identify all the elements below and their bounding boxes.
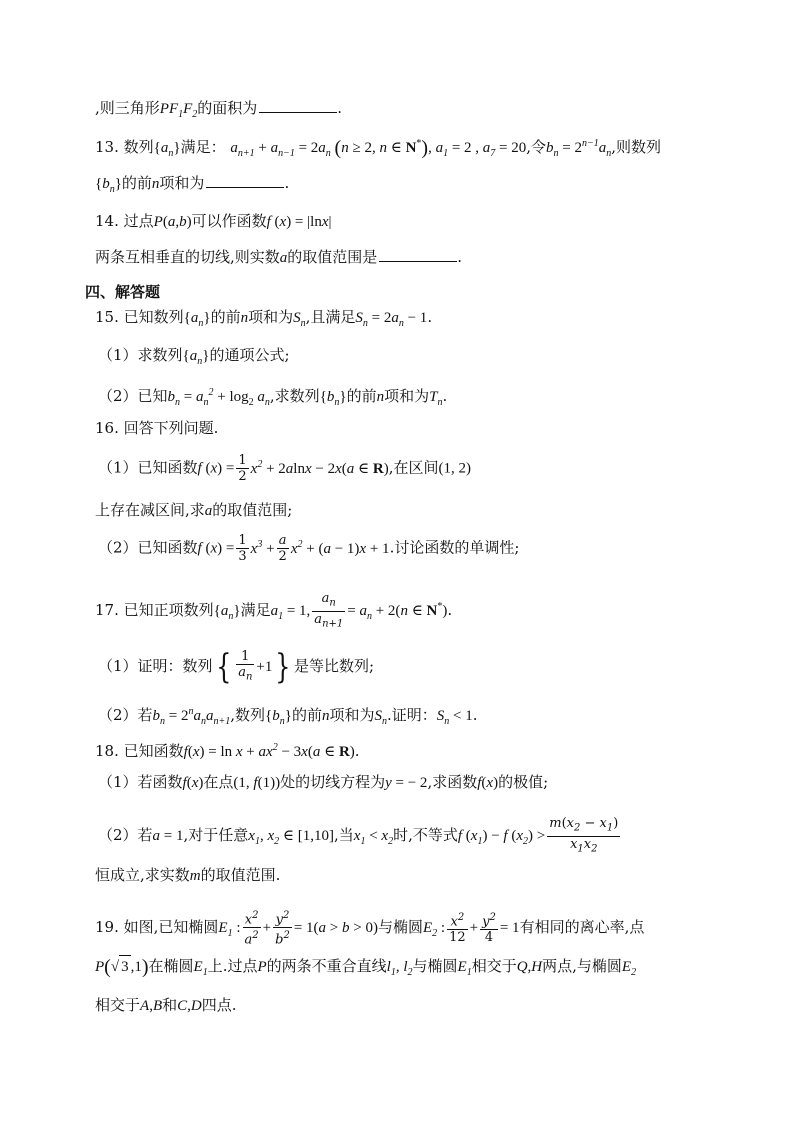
q16-part2: （2）已知函数f (x) = $\frac{1}{3}$ $x^3$ + $\frac{a}{2}$ $x^2 + (a - 1)x + 1$.讨论函数的单调性; (98, 533, 520, 564)
q12-tail: ,则三角形$PF_1F_2$的面积为 . (95, 99, 343, 120)
q15-part2: （2）已知$b_n = a_n^2 + \log_2 a_n$,求数列$\{b_n\}$的前n项和为$T_n$. (98, 387, 448, 408)
q18-line1: 18. 已知函数$f(x) = \ln x + ax^2 - 3x(a$ ∈ R). (95, 742, 360, 760)
q14-line2: 两条互相垂直的切线,则实数a的取值范围是 . (95, 248, 463, 266)
q13-line1: 13. 数列$\{a_n\}$满足： $a_{n+1} + a_{n-1} = 2a_n$ (n ≥ 2, n ∈ N*), $a_1 = 2$ , $a_7 = 20$,令$b_n = 2^{n-1}a_n$,则数列 (95, 137, 662, 159)
q14-line1: 14. 过点P(a,b)可以作函数f (x) = |lnx| (95, 212, 332, 230)
answer-blank[interactable] (259, 98, 337, 113)
q15-line1: 15. 已知数列$\{a_n\}$的前n项和为$S_n$,且满足$S_n = 2a_n - 1$. (95, 308, 433, 329)
q17-part1: （1）证明：数列{ $\frac{1}{a_n}$ +1} 是等比数列; (98, 646, 375, 687)
section-heading: 四、解答题 (85, 283, 161, 301)
q17-part2: （2）若$b_n = 2^na_na_{n+1}$,数列$\{b_n\}$的前n项和为$S_n$.证明：$S_n < 1$. (98, 706, 478, 727)
q15-part1: （1）求数列$\{a_n\}$的通项公式; (98, 346, 290, 367)
q18-part2: （2）若a = 1,对于任意$x_1$, $x_2$ ∈ [1,10],当$x_1 < x_2$时,不等式f $(x_1) - f$ $(x_2)$ > $\frac{m(x_2 - x_1)}{x_1x_2}$ (98, 816, 619, 855)
q17-line1: 17. 已知正项数列$\{a_n\}$满足$a_1 = 1$, $\frac{a_n}{a_{n+1}}$ = $a_n + 2(n$ ∈ N*). (95, 591, 453, 630)
q16-line1: 16. 回答下列问题. (95, 419, 219, 437)
answer-blank[interactable] (206, 173, 284, 188)
q16-part1: （1）已知函数f (x) = $\frac{1}{2}$ $x^2 + 2alnx - 2x(a$ ∈ R),在区间(1, 2) (98, 453, 471, 484)
q16-part1-line2: 上存在减区间,求a的取值范围; (95, 501, 293, 519)
q18-part1: （1）若函数f(x)在点(1, f(1))处的切线方程为y = − 2,求函数f(x)的极值; (98, 773, 549, 791)
answer-blank[interactable] (379, 247, 457, 262)
q13-line2: $\{b_n\}$的前n项和为 . (95, 174, 290, 195)
q19-line1: 19. 如图,已知椭圆$E_1$ : $\frac{x^2}{a^2}$ + $\frac{y^2}{b^2}$ = 1(a > b > 0)与椭圆$E_2$ : $\frac{x^2}{12}$ + $\frac{y^2}{4}$ = 1有相同的离心率,点 (95, 910, 645, 948)
q18-line3: 恒成立,求实数m的取值范围. (95, 866, 281, 884)
q19-line3: 相交于A,B和C,D四点. (95, 996, 237, 1014)
q19-line2: P(√ 3 ,1)在椭圆$E_1$上.过点P的两条不重合直线$l_1$, $l_2$与椭圆$E_1$相交于Q,H两点,与椭圆$E_2$ (95, 956, 637, 978)
